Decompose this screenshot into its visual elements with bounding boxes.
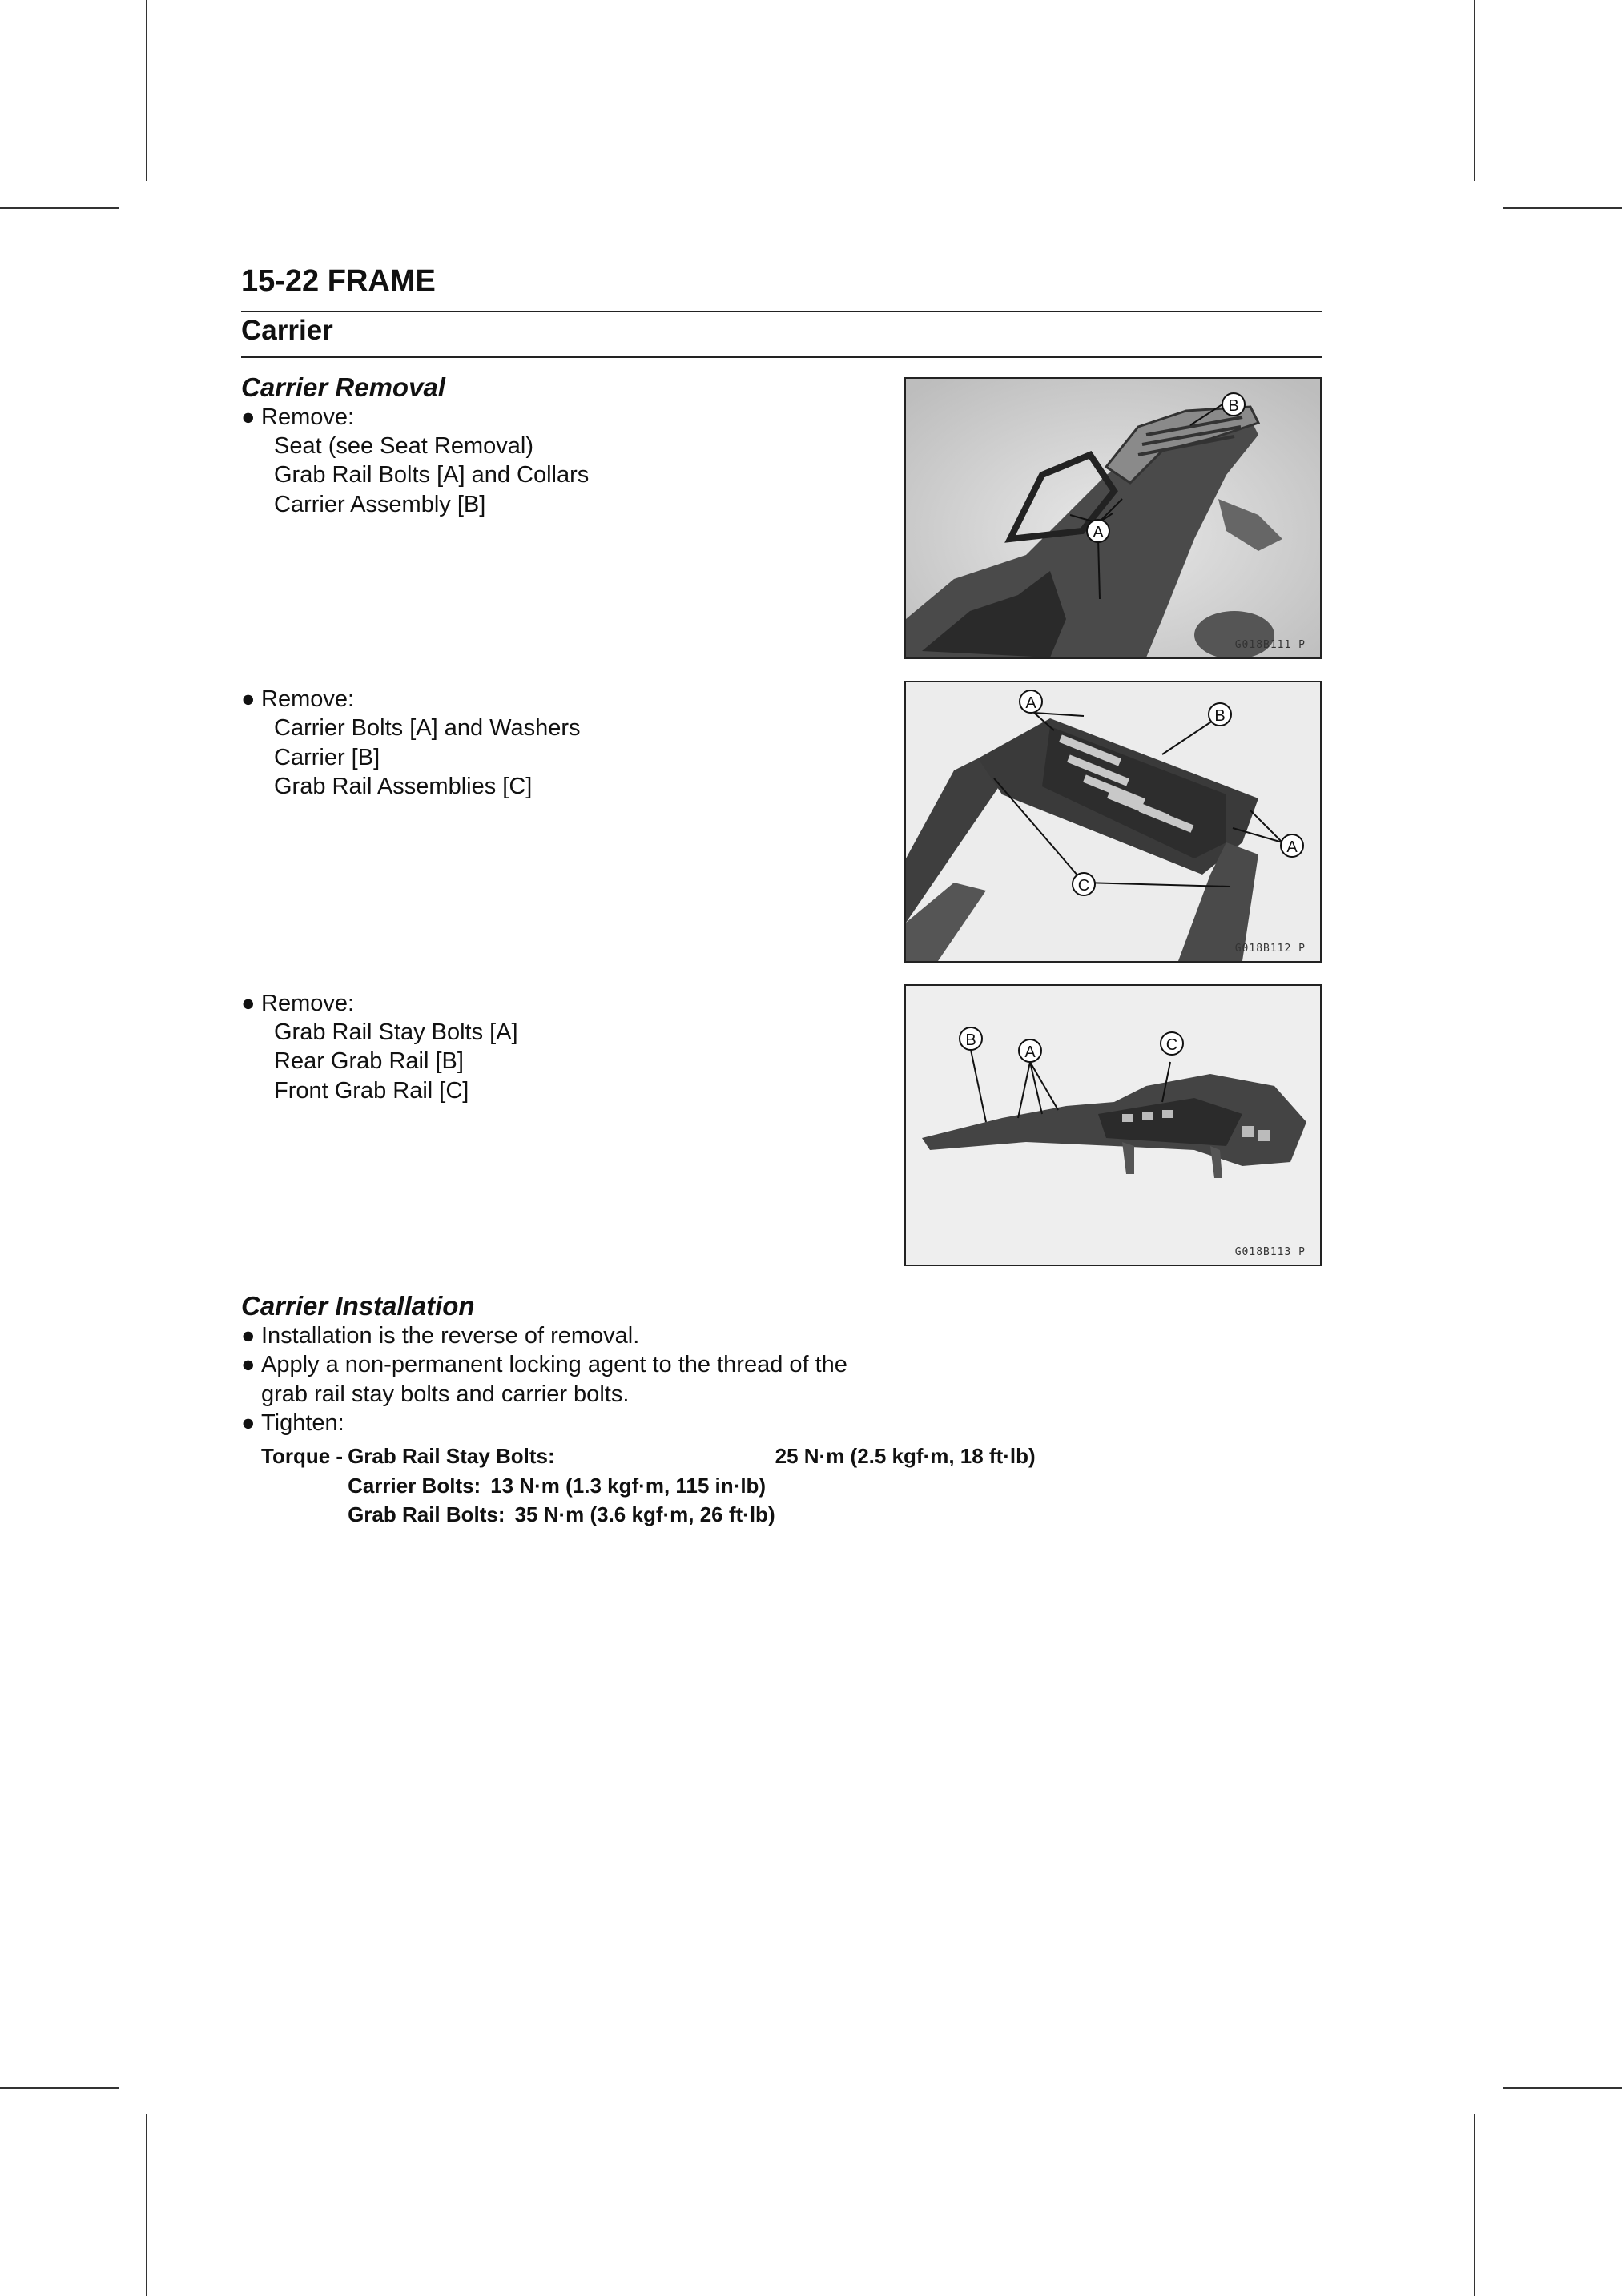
torque-item [348, 1471, 775, 1501]
crop-mark [1474, 0, 1475, 181]
installation-bullet [241, 1321, 898, 1351]
step-item: Carrier Assembly [B] [274, 492, 486, 517]
torque-value: 35 N·m (3.6 kgf·m, 26 ft·lb) [514, 1502, 775, 1526]
bullet-text: Installation is the reverse of removal. [261, 1323, 640, 1349]
figure-callout: A [1025, 694, 1036, 712]
figure-callout: C [1165, 1036, 1178, 1054]
torque-value: 25 N·m (2.5 kgf·m, 18 ft·lb) [775, 1444, 1036, 1468]
torque-item [348, 1500, 775, 1530]
bullet-icon: ● [241, 1323, 256, 1349]
removal-step [241, 989, 898, 1019]
bullet-icon: ● [241, 404, 256, 430]
figure-carrier-assembly [904, 377, 1322, 659]
crop-mark [1503, 2087, 1622, 2089]
section-title: Carrier [241, 315, 333, 346]
figure-callout: C [1077, 877, 1090, 895]
figure-code: G018B111 P [1234, 639, 1306, 651]
torque-item: Grab Rail Stay Bolts: [348, 1444, 555, 1468]
torque-item-text: Carrier Bolts: [348, 1473, 481, 1498]
crop-mark [1503, 207, 1622, 209]
figure-callout: A [1093, 524, 1104, 541]
page-title: 15-22 FRAME [241, 264, 436, 298]
step-item: Rear Grab Rail [B] [274, 1048, 464, 1074]
step-item: Grab Rail Assemblies [C] [274, 774, 533, 799]
step-item: Front Grab Rail [C] [274, 1078, 469, 1104]
removal-step [241, 403, 898, 432]
figure-carrier-grab-rails [904, 681, 1322, 963]
bullet-icon: ● [241, 1410, 256, 1436]
installation-title: Carrier Installation [241, 1291, 475, 1321]
step-item: Seat (see Seat Removal) [274, 433, 533, 459]
bullet-text: Apply a non-permanent locking agent to the thread of the grab rail stay bolts and carrier bolts. [261, 1352, 847, 1407]
removal-title: Carrier Removal [241, 372, 445, 402]
step-label: Remove: [261, 686, 355, 712]
step-item: Grab Rail Stay Bolts [A] [274, 1019, 518, 1045]
torque-spec [261, 1442, 1036, 1530]
bullet-icon: ● [241, 686, 256, 712]
header-rule [241, 311, 1322, 312]
torque-value: 13 N·m (1.3 kgf·m, 115 in·lb) [490, 1473, 767, 1498]
torque-label: Torque - [261, 1444, 344, 1468]
step-item: Carrier Bolts [A] and Washers [274, 715, 581, 741]
crop-mark [1474, 2114, 1475, 2296]
bullet-text: Tighten: [261, 1410, 344, 1436]
step-item: Carrier [B] [274, 745, 380, 770]
figure-callout: A [1024, 1043, 1036, 1061]
removal-step [241, 685, 898, 714]
figure-code: G018B112 P [1234, 943, 1306, 955]
figure-callout: B [1214, 707, 1226, 725]
torque-item-text: Grab Rail Bolts: [348, 1502, 505, 1526]
bullet-icon: ● [241, 1352, 256, 1377]
installation-bullet [241, 1350, 898, 1409]
figure-code: G018B113 P [1234, 1246, 1306, 1258]
step-label: Remove: [261, 404, 355, 430]
step-label: Remove: [261, 991, 355, 1016]
crop-mark [146, 0, 147, 181]
crop-mark [0, 2087, 119, 2089]
crop-mark [146, 2114, 147, 2296]
figure-callout: B [965, 1031, 976, 1049]
figure-callout: A [1286, 838, 1298, 856]
step-item: Grab Rail Bolts [A] and Collars [274, 462, 590, 488]
bullet-icon: ● [241, 991, 256, 1016]
section-rule [241, 356, 1322, 358]
installation-bullet [241, 1409, 898, 1438]
figure-callout: B [1228, 397, 1239, 415]
crop-mark [0, 207, 119, 209]
figure-grab-rail-stay [904, 984, 1322, 1266]
